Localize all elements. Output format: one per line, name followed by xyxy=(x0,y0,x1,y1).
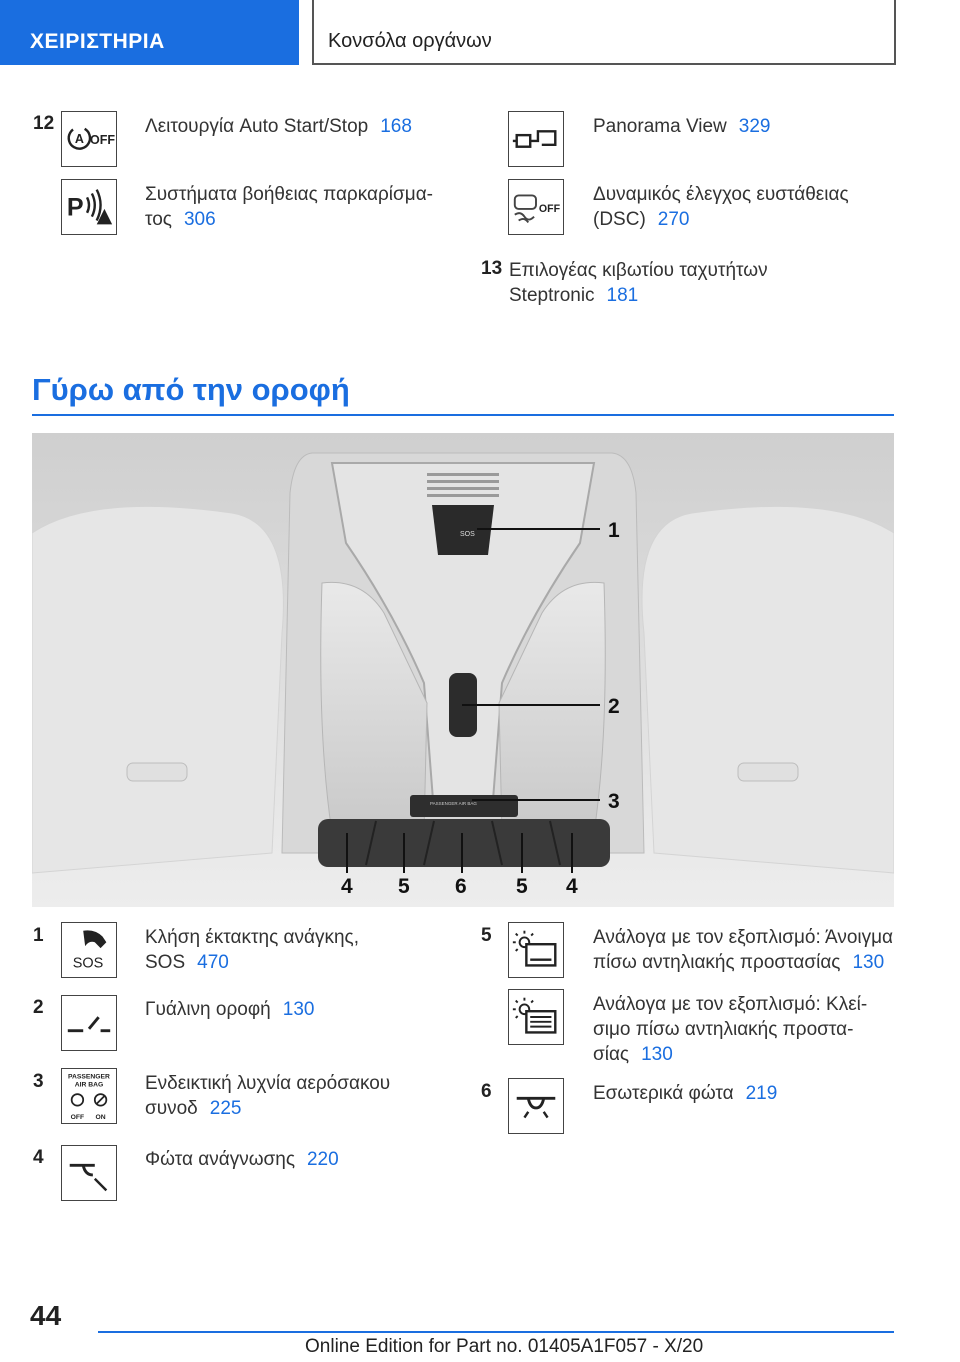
item-number: 5 xyxy=(481,925,492,946)
passenger-airbag-icon xyxy=(61,1068,117,1124)
item-number: 3 xyxy=(33,1071,44,1092)
sos-button-label: SOS xyxy=(460,531,475,538)
panorama-view-icon xyxy=(508,111,564,167)
chapter-tab xyxy=(0,0,299,65)
item-number: 12 xyxy=(33,113,55,134)
callout-bottom: 4 xyxy=(566,875,578,898)
svg-text:PASSENGER: PASSENGER xyxy=(68,1073,110,1081)
park-assist-icon xyxy=(61,179,117,235)
footer-edition-text: Online Edition for Part no. 01405A1F057 - X/20 xyxy=(305,1336,704,1357)
item-text: Ανάλογα με τον εξοπλισμό: Άνοιγμα πίσω αντηλιακής προστασίας 130 xyxy=(593,927,894,973)
svg-text:AIR BAG: AIR BAG xyxy=(74,1081,104,1089)
item-number: 6 xyxy=(481,1081,492,1102)
chapter-title: ΧΕΙΡΙΣΤΗΡΙΑ xyxy=(30,30,165,53)
roof-console-photo xyxy=(32,433,894,907)
glass-roof-icon xyxy=(61,995,117,1051)
dsc-off-icon xyxy=(508,179,564,235)
item-number: 2 xyxy=(33,997,44,1018)
item-text: Ανάλογα με τον εξοπλισμό: Κλεί- σιμο πίσω αντηλιακής προστα- σίας 130 xyxy=(593,994,868,1065)
svg-text:OFF: OFF xyxy=(538,202,561,215)
callout-bottom: 6 xyxy=(455,875,467,898)
item-number: 4 xyxy=(33,1147,44,1168)
section-divider xyxy=(32,414,894,416)
item-number: 13 xyxy=(481,258,503,279)
item-text: Δυναμικός έλεγχος ευστάθειας (DSC) 270 xyxy=(593,184,849,230)
interior-light-icon xyxy=(508,1078,564,1134)
item-text: Συστήματα βοήθειας παρκαρίσμα- τος 306 xyxy=(145,184,434,230)
section-heading: Κονσόλα οργάνων xyxy=(328,30,492,52)
section-title: Γύρω από την οροφή xyxy=(32,372,350,407)
item-text: Κλήση έκτακτης ανάγκης, SOS 470 xyxy=(145,927,359,973)
item-text: Φώτα ανάγνωσης 220 xyxy=(145,1149,339,1170)
svg-text:SOS: SOS xyxy=(72,955,104,972)
svg-text:A: A xyxy=(74,131,84,146)
item-text: Λειτουργία Auto Start/Stop 168 xyxy=(145,116,412,137)
rear-sunblind-close-icon xyxy=(508,989,564,1045)
callout-bottom: 4 xyxy=(341,875,353,898)
airbag-label: PASSENGER AIR BAG xyxy=(430,801,477,806)
rear-sunblind-open-icon xyxy=(508,922,564,978)
section-header xyxy=(312,0,896,65)
callout-bottom: 5 xyxy=(398,875,410,898)
sos-call-icon xyxy=(61,922,117,978)
callout-bottom: 5 xyxy=(516,875,528,898)
callout-1: 1 xyxy=(608,519,620,542)
item-text: Γυάλινη οροφή 130 xyxy=(145,999,315,1020)
item-text: Επιλογέας κιβωτίου ταχυτήτων Steptronic 181 xyxy=(509,260,768,306)
svg-text:OFF: OFF xyxy=(70,1114,85,1122)
svg-text:OFF: OFF xyxy=(89,132,116,147)
svg-text:P: P xyxy=(66,193,84,222)
callout-2: 2 xyxy=(608,695,620,718)
page-number: 44 xyxy=(30,1300,62,1331)
item-text: Panorama View 329 xyxy=(593,116,771,137)
reading-light-icon xyxy=(61,1145,117,1201)
auto-start-stop-off-icon xyxy=(61,111,117,167)
footer-divider xyxy=(98,1331,894,1333)
svg-text:ON: ON xyxy=(95,1114,106,1122)
item-text: Εσωτερικά φώτα 219 xyxy=(593,1083,778,1104)
item-text: Ενδεικτική λυχνία αερόσακου συνοδ 225 xyxy=(145,1073,391,1119)
callout-3: 3 xyxy=(608,790,620,813)
item-number: 1 xyxy=(33,925,44,946)
